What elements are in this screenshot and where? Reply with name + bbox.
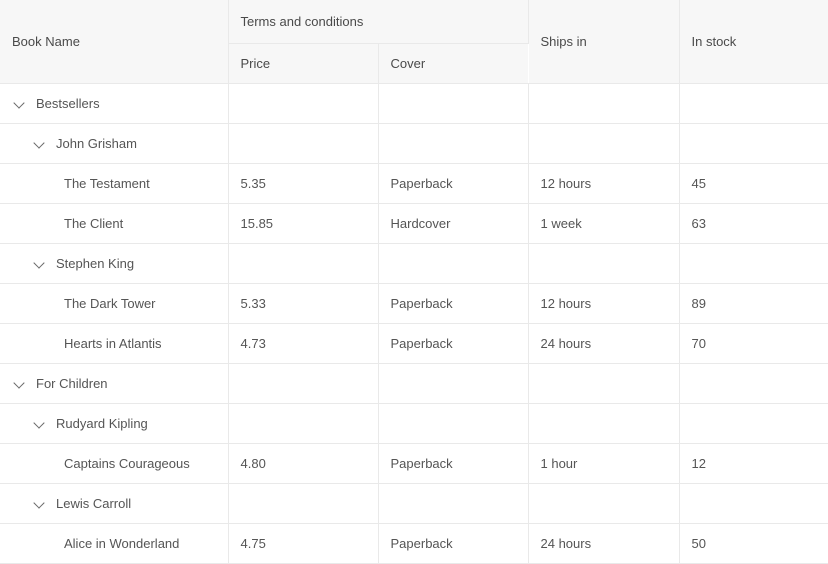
cell-ships-in[interactable]: [528, 243, 679, 283]
cell-cover[interactable]: Paperback: [378, 163, 528, 203]
cell-cover[interactable]: Paperback: [378, 323, 528, 363]
column-header-terms-and-conditions[interactable]: Terms and conditions: [228, 0, 528, 43]
cell-ships-in[interactable]: 24 hours: [528, 523, 679, 563]
cell-book-name[interactable]: [0, 163, 228, 203]
tree-node: [12, 84, 216, 123]
cell-book-name[interactable]: [0, 83, 228, 123]
cell-in-stock[interactable]: [679, 483, 828, 523]
cell-cover[interactable]: [378, 403, 528, 443]
table-row[interactable]: [0, 323, 828, 363]
cell-book-name[interactable]: [0, 243, 228, 283]
cell-book-name[interactable]: [0, 323, 228, 363]
cell-price[interactable]: 4.75: [228, 523, 378, 563]
tree-node: [12, 444, 216, 483]
chevron-down-icon[interactable]: [32, 255, 48, 271]
cell-in-stock[interactable]: 12: [679, 443, 828, 483]
cell-book-name[interactable]: [0, 283, 228, 323]
cell-in-stock[interactable]: [679, 243, 828, 283]
cell-ships-in[interactable]: 24 hours: [528, 323, 679, 363]
table-row[interactable]: [0, 123, 828, 163]
cell-price[interactable]: 15.85: [228, 203, 378, 243]
cell-book-name[interactable]: [0, 523, 228, 563]
cell-ships-in[interactable]: 12 hours: [528, 283, 679, 323]
chevron-down-icon[interactable]: [32, 415, 48, 431]
cell-in-stock[interactable]: 45: [679, 163, 828, 203]
chevron-down-icon[interactable]: [12, 95, 28, 111]
table-row[interactable]: [0, 163, 828, 203]
cell-in-stock[interactable]: 89: [679, 283, 828, 323]
tree-node: [12, 244, 216, 283]
cell-price[interactable]: [228, 403, 378, 443]
tree-node: [12, 524, 216, 563]
cell-ships-in[interactable]: [528, 403, 679, 443]
cell-in-stock[interactable]: [679, 403, 828, 443]
book-title: The Testament: [64, 175, 150, 191]
cell-ships-in[interactable]: 1 week: [528, 203, 679, 243]
group-label: Lewis Carroll: [56, 495, 132, 511]
cell-cover[interactable]: [378, 243, 528, 283]
cell-book-name[interactable]: [0, 483, 228, 523]
cell-in-stock[interactable]: 63: [679, 203, 828, 243]
column-header-in-stock[interactable]: In stock: [679, 0, 828, 83]
cell-cover[interactable]: Paperback: [378, 443, 528, 483]
cell-cover[interactable]: Paperback: [378, 523, 528, 563]
cell-cover[interactable]: Hardcover: [378, 203, 528, 243]
book-title: Captains Courageous: [64, 455, 190, 471]
tree-node: [12, 484, 216, 523]
table-row[interactable]: [0, 203, 828, 243]
cell-price[interactable]: [228, 483, 378, 523]
cell-cover[interactable]: [378, 83, 528, 123]
book-title: The Client: [64, 215, 124, 231]
cell-cover[interactable]: [378, 483, 528, 523]
cell-price[interactable]: [228, 83, 378, 123]
cell-cover[interactable]: [378, 363, 528, 403]
tree-node: [12, 164, 216, 203]
table-row[interactable]: [0, 403, 828, 443]
tree-node: [12, 364, 216, 403]
table-row[interactable]: [0, 443, 828, 483]
cell-book-name[interactable]: [0, 203, 228, 243]
cell-price[interactable]: 4.73: [228, 323, 378, 363]
group-label: For Children: [36, 375, 108, 391]
cell-in-stock[interactable]: [679, 83, 828, 123]
cell-ships-in[interactable]: [528, 483, 679, 523]
header-row-top: [0, 0, 828, 43]
cell-book-name[interactable]: [0, 363, 228, 403]
tree-node: [12, 204, 216, 243]
column-header-book-name[interactable]: Book Name: [0, 0, 228, 83]
table-body: [0, 83, 828, 563]
cell-ships-in[interactable]: 1 hour: [528, 443, 679, 483]
cell-ships-in[interactable]: [528, 123, 679, 163]
cell-ships-in[interactable]: 12 hours: [528, 163, 679, 203]
book-title: Alice in Wonderland: [64, 535, 180, 551]
cell-in-stock[interactable]: [679, 123, 828, 163]
cell-price[interactable]: 4.80: [228, 443, 378, 483]
tree-node: [12, 404, 216, 443]
cell-price[interactable]: [228, 363, 378, 403]
column-header-ships-in[interactable]: Ships in: [528, 0, 679, 83]
table-row[interactable]: [0, 243, 828, 283]
book-title: Hearts in Atlantis: [64, 335, 162, 351]
cell-ships-in[interactable]: [528, 83, 679, 123]
cell-book-name[interactable]: [0, 443, 228, 483]
group-label: Rudyard Kipling: [56, 415, 148, 431]
cell-cover[interactable]: Paperback: [378, 283, 528, 323]
table-row[interactable]: [0, 483, 828, 523]
cell-ships-in[interactable]: [528, 363, 679, 403]
tree-node: [12, 284, 216, 323]
chevron-down-icon[interactable]: [32, 495, 48, 511]
cell-book-name[interactable]: [0, 403, 228, 443]
chevron-down-icon[interactable]: [12, 375, 28, 391]
group-label: Bestsellers: [36, 95, 100, 111]
tree-node: [12, 324, 216, 363]
cell-price[interactable]: [228, 123, 378, 163]
table-row[interactable]: [0, 283, 828, 323]
book-title: The Dark Tower: [64, 295, 156, 311]
group-label: John Grisham: [56, 135, 137, 151]
cell-price[interactable]: 5.35: [228, 163, 378, 203]
cell-in-stock[interactable]: [679, 363, 828, 403]
group-label: Stephen King: [56, 255, 135, 271]
table-header: [0, 0, 828, 83]
cell-cover[interactable]: [378, 123, 528, 163]
table-row[interactable]: [0, 363, 828, 403]
cell-price[interactable]: 5.33: [228, 283, 378, 323]
column-header-price[interactable]: Price: [228, 43, 378, 83]
cell-in-stock[interactable]: 50: [679, 523, 828, 563]
column-header-cover[interactable]: Cover: [378, 43, 528, 83]
cell-price[interactable]: [228, 243, 378, 283]
table-row[interactable]: [0, 523, 828, 563]
table-row[interactable]: [0, 83, 828, 123]
cell-book-name[interactable]: [0, 123, 228, 163]
tree-node: [12, 124, 216, 163]
chevron-down-icon[interactable]: [32, 135, 48, 151]
cell-in-stock[interactable]: 70: [679, 323, 828, 363]
